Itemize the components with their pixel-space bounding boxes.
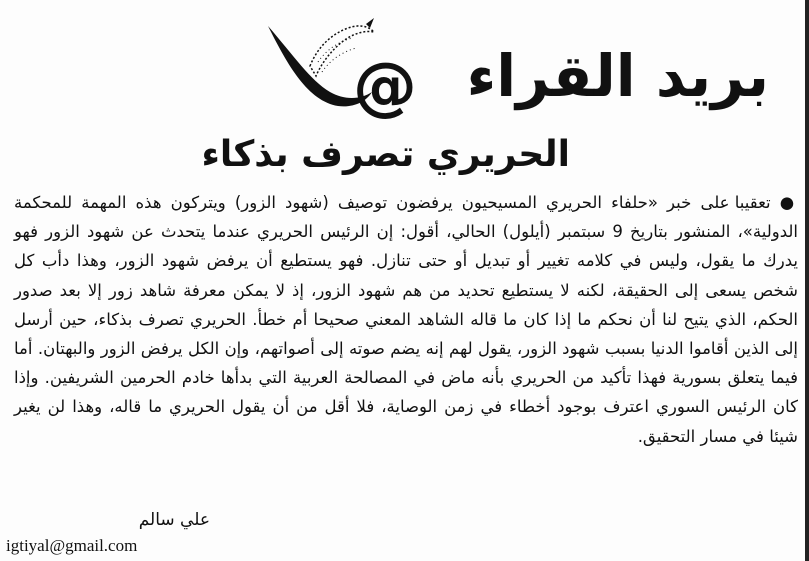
author-name: علي سالم [138, 510, 210, 530]
author-email: igtiyal@gmail.com [6, 536, 138, 555]
at-sign-logo: @ [353, 50, 417, 124]
section-masthead [0, 0, 809, 130]
section-title: بريد القراء [466, 42, 769, 110]
article-text: تعقيبا على خبر «حلفاء الحريري المسيحيون يرفضون توصيف (شهود الزور) ويتركون هذه المهمة للمحكمة الدولية»، المنشور بتاريخ 9 سبتمبر (أيلول) الحالي، أقول: إن الرئيس الحريري عندما يتحدث عن شهود الزور فهو يدرك ما يقول، وليس في كلامه تغيير أو تبديل أو حتى تنازل. فهو يستطيع أن يرفض شهود الزور، وهذا دأب كل شخص يسعى إلى الحقيقة، لكنه لا يستطيع تحديد من هم شهود الزور، إذ لا يمكن معرفة شاهد زور إلا بعد صدور الحكم، الذي يتيح لنا أن نحكم ما إذا كان ما قاله الشاهد المعني صحيحا أم خطأ. الحريري تصرف بذكاء، حين أرسل إلى الذين أقاموا الدنيا بسبب شهود الزور، يقول لهم إنه يضم صوته إلى أصواتهم، وإن الكل يرفض الزور والبهتان. أما فيما يتعلق بسورية فهذا تأكيد من الحريري بأنه ماض في المصالحة العربية التي بدأها خادم الحرمين الشريفين. وإذا كان الرئيس السوري اعترف بوجود أخطاء في زمن الوصاية، فلا أقل من أن يقول الحريري ما قاله، وهذا لن يغير شيئا في مسار التحقيق. [14, 193, 798, 446]
article-body [14, 188, 798, 451]
bullet-icon: ● [779, 193, 798, 212]
scan-edge [805, 0, 809, 561]
article-headline: الحريري تصرف بذكاء [201, 134, 570, 175]
